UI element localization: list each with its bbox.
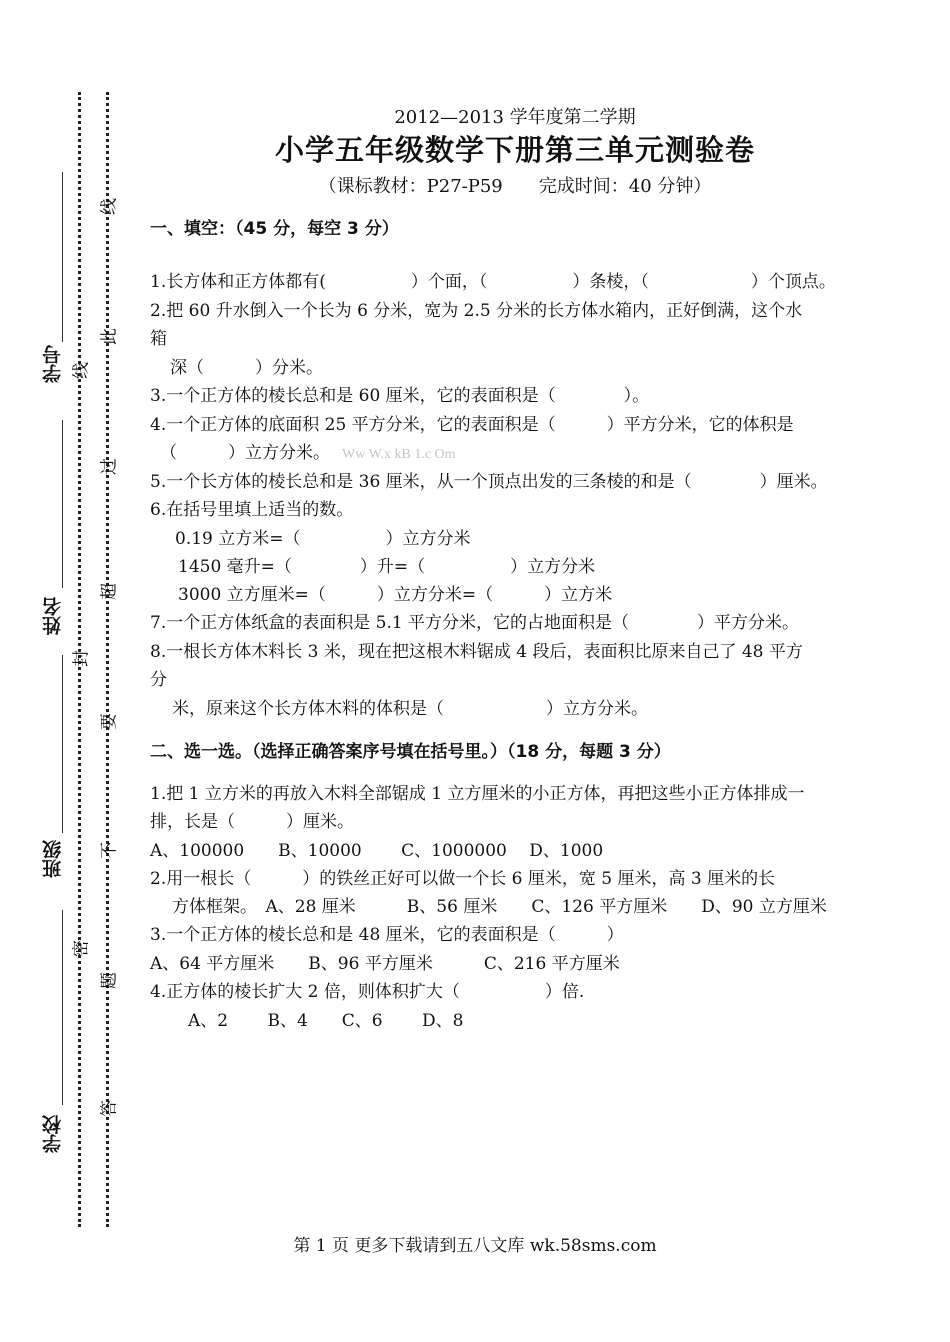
q1-2: 2.把 60 升水倒入一个长为 6 分米，宽为 2.5 分米的长方体水箱内，正好倒满，这个水 xyxy=(150,301,803,321)
q1-8: 8.一根长方体木料长 3 米，现在把这根木料锯成 4 段后，表面积比原来自己了 48 平方 xyxy=(150,642,803,662)
q1-2-cont: 深（ ）分米。 xyxy=(170,358,323,378)
q1-3: 3.一个正方体的棱长总和是 60 厘米，它的表面积是（ ）。 xyxy=(150,386,650,406)
q2-4: 4.正方体的棱长扩大 2 倍，则体积扩大（ ）倍. xyxy=(150,982,585,1002)
school-label: 学校 xyxy=(42,1115,64,1153)
school-write-line xyxy=(62,910,63,1105)
name-label: 姓名 xyxy=(42,597,64,635)
class-write-line xyxy=(62,655,63,833)
binding-margin xyxy=(0,0,140,1342)
warn-char-7: 题 xyxy=(99,972,120,989)
q2-1: 1.把 1 立方米的再放入木料全部锯成 1 立方厘米的小正方体，再把这些小正方体排成一 xyxy=(150,784,805,804)
q1-4: 4.一个正方体的底面积 25 平方分米，它的表面积是（ ）平方分米，它的体积是 xyxy=(150,415,794,435)
exam-meta: （课标教材：P27-P59 完成时间：40 分钟） xyxy=(318,176,712,197)
school-year-subtitle: 2012—2013 学年度第二学期 xyxy=(394,107,636,128)
q1-4-cont-text: （ ）立方分米。 xyxy=(160,443,330,463)
q1-8-cont: 米，原来这个长方体木料的体积是（ ）立方分米。 xyxy=(172,699,648,719)
q1-5: 5.一个长方体的棱长总和是 36 厘米，从一个顶点出发的三条棱的和是（ ）厘米。 xyxy=(150,472,828,492)
q2-1-cont: 排，长是（ ）厘米。 xyxy=(150,812,354,832)
warn-char-2: 此 xyxy=(99,328,120,345)
q1-6a: 0.19 立方米=（ ）立方分米 xyxy=(175,529,471,549)
student-id-write-line xyxy=(62,172,63,342)
seal-char-secret: 密 xyxy=(71,940,92,957)
seal-char-seal: 封 xyxy=(71,650,92,667)
page-title: 小学五年级数学下册第三单元测验卷 xyxy=(274,133,755,167)
warn-char-6: 不 xyxy=(99,842,120,859)
warn-char-8: 答 xyxy=(99,1100,120,1117)
warn-char-5: 要 xyxy=(99,713,120,730)
section1-heading: 一、填空：（45 分，每空 3 分） xyxy=(150,219,399,239)
class-label: 班级 xyxy=(42,840,64,878)
q2-1-options: A、100000 B、10000 C、1000000 D、1000 xyxy=(150,841,604,861)
q2-3-options: A、64 平方厘米 B、96 平方厘米 C、216 平方厘米 xyxy=(150,954,620,974)
name-write-line xyxy=(62,420,63,588)
q1-4-cont xyxy=(160,438,456,463)
watermark: Ww W.x kB 1.c Om xyxy=(342,447,456,462)
q1-6c: 3000 立方厘米=（ ）立方分米=（ ）立方米 xyxy=(178,585,613,605)
student-id-label: 学号 xyxy=(42,345,64,383)
q1-1: 1.长方体和正方体都有( ）个面，（ ）条棱，（ ）个顶点。 xyxy=(150,272,836,292)
q2-2-options: 方体框架。 A、28 厘米 B、56 厘米 C、126 平方厘米 D、90 立方厘米 xyxy=(172,897,827,917)
inner-dotted-line xyxy=(106,92,109,1227)
warn-char-4: 超 xyxy=(99,583,120,600)
q1-2-wrap: 箱 xyxy=(150,329,167,349)
page-footer: 第 1 页 更多下载请到五八文库 wk.58sms.com xyxy=(293,1236,657,1256)
seal-char-line: 线 xyxy=(71,362,92,379)
q1-7: 7.一个正方体纸盒的表面积是 5.1 平方分米，它的占地面积是（ ）平方分米。 xyxy=(150,613,800,633)
q2-4-options: A、2 B、4 C、6 D、8 xyxy=(188,1011,464,1031)
q2-3: 3.一个正方体的棱长总和是 48 厘米，它的表面积是（ ） xyxy=(150,925,624,945)
q1-6b: 1450 毫升=（ ）升=（ ）立方分米 xyxy=(178,557,596,577)
warn-char-3: 过 xyxy=(99,458,120,475)
warn-char-1: 线 xyxy=(99,198,120,215)
q1-8-wrap: 分 xyxy=(150,670,167,690)
q2-2: 2.用一根长（ ）的铁丝正好可以做一个长 6 厘米，宽 5 厘米，高 3 厘米的长 xyxy=(150,869,776,889)
section2-heading: 二、选一选。（选择正确答案序号填在括号里。）（18 分，每题 3 分） xyxy=(150,742,671,762)
q1-6: 6.在括号里填上适当的数。 xyxy=(150,500,354,520)
